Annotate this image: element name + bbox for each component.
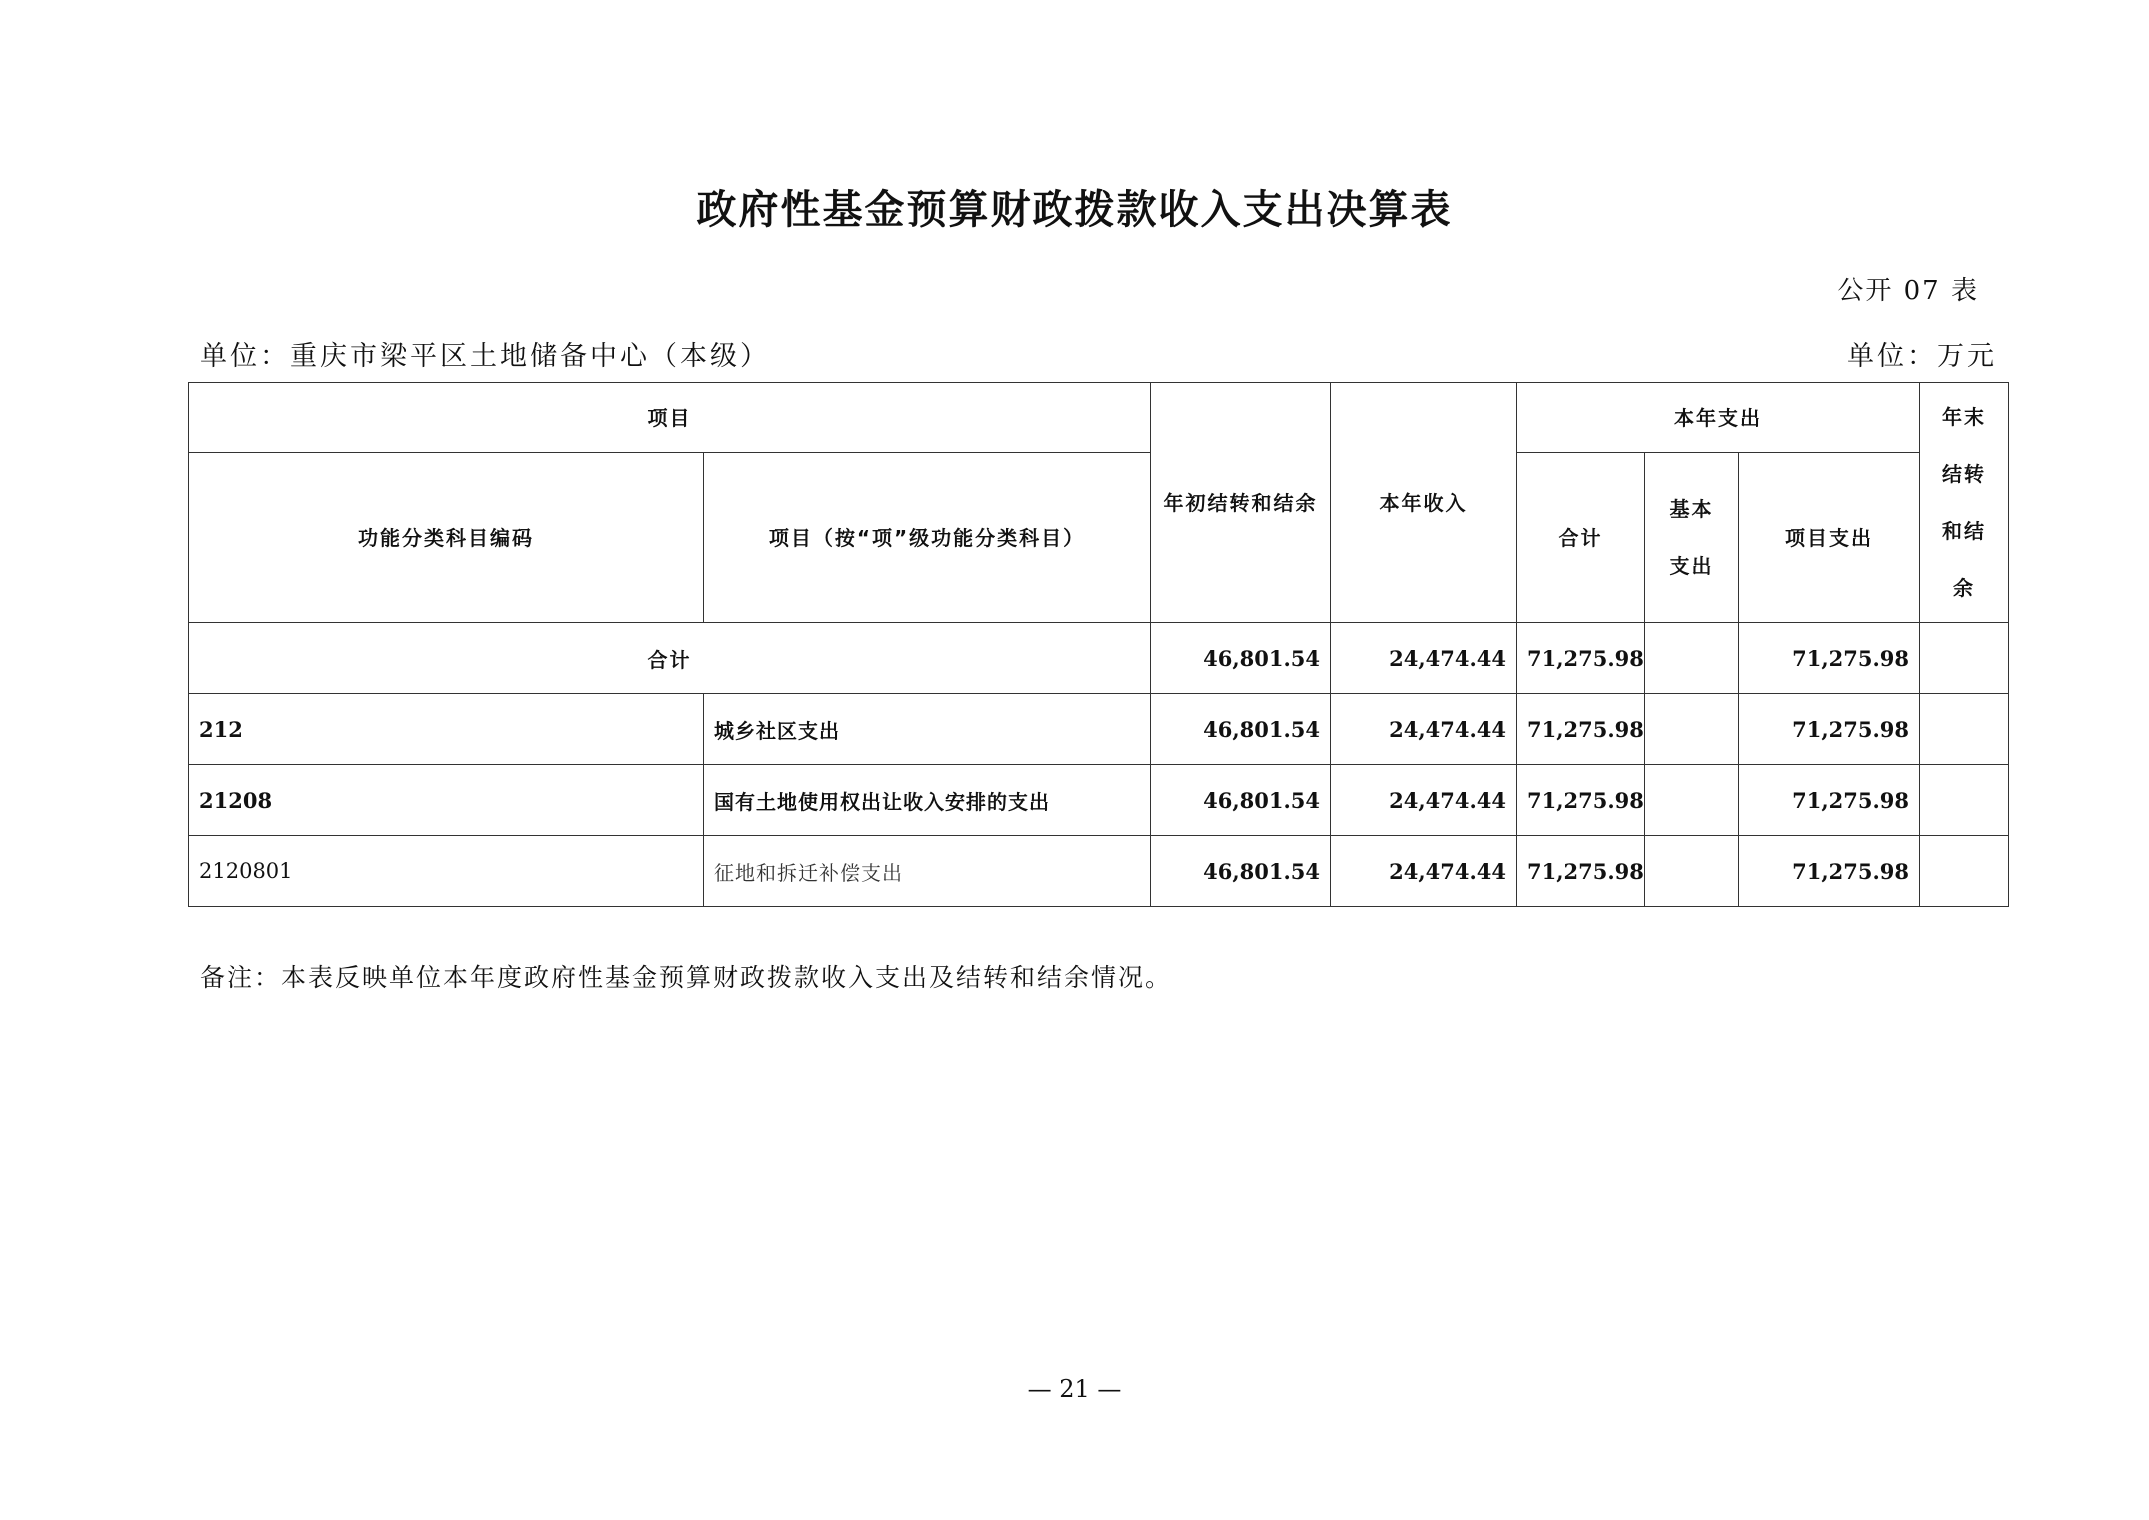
row-exp-basic xyxy=(1645,836,1739,907)
row-exp-project: 71,275.98 xyxy=(1739,836,1920,907)
total-exp-total: 71,275.98 xyxy=(1517,623,1645,694)
header-code: 功能分类科目编码 xyxy=(189,453,704,623)
row-closing-balance xyxy=(1920,694,2009,765)
row-code: 2120801 xyxy=(189,836,704,907)
row-exp-total: 71,275.98 xyxy=(1517,765,1645,836)
table-row xyxy=(189,765,2009,836)
footnote: 备注：本表反映单位本年度政府性基金预算财政拨款收入支出及结转和结余情况。 xyxy=(200,963,1173,992)
total-label: 合计 xyxy=(189,623,1151,694)
row-closing-balance xyxy=(1920,836,2009,907)
row-opening-balance: 46,801.54 xyxy=(1151,765,1331,836)
row-exp-total: 71,275.98 xyxy=(1517,694,1645,765)
row-code: 212 xyxy=(189,694,704,765)
header-row-2 xyxy=(189,453,2009,623)
row-income: 24,474.44 xyxy=(1331,694,1517,765)
total-income: 24,474.44 xyxy=(1331,623,1517,694)
row-income: 24,474.44 xyxy=(1331,836,1517,907)
header-exp-total: 合计 xyxy=(1517,453,1645,623)
row-exp-project: 71,275.98 xyxy=(1739,765,1920,836)
row-exp-total: 71,275.98 xyxy=(1517,836,1645,907)
row-exp-basic xyxy=(1645,694,1739,765)
header-exp-basic-cell xyxy=(1645,453,1739,623)
row-name: 国有土地使用权出让收入安排的支出 xyxy=(704,765,1151,836)
reporting-unit: 单位：重庆市梁平区土地储备中心（本级） xyxy=(200,341,770,372)
row-income: 24,474.44 xyxy=(1331,765,1517,836)
table-row xyxy=(189,694,2009,765)
header-project: 项目 xyxy=(189,383,1151,453)
page-number: — 21 — xyxy=(1027,1375,1122,1403)
currency-unit: 单位：万元 xyxy=(1847,341,1997,372)
header-exp-project: 项目支出 xyxy=(1739,453,1920,623)
row-opening-balance: 46,801.54 xyxy=(1151,836,1331,907)
total-opening-balance: 46,801.54 xyxy=(1151,623,1331,694)
form-number: 公开 07 表 xyxy=(1837,276,1979,306)
total-exp-project: 71,275.98 xyxy=(1739,623,1920,694)
budget-table xyxy=(188,382,2009,907)
row-name: 城乡社区支出 xyxy=(704,694,1151,765)
header-opening-balance: 年初结转和结余 xyxy=(1151,383,1331,623)
total-row xyxy=(189,623,2009,694)
row-closing-balance xyxy=(1920,765,2009,836)
row-name: 征地和拆迁补偿支出 xyxy=(704,836,1151,907)
row-opening-balance: 46,801.54 xyxy=(1151,694,1331,765)
header-exp-basic: 基本支出 xyxy=(1669,496,1714,578)
header-closing-balance: 年末结转和结余 xyxy=(1942,404,1987,600)
total-closing-balance xyxy=(1920,623,2009,694)
row-exp-basic xyxy=(1645,765,1739,836)
page-title: 政府性基金预算财政拨款收入支出决算表 xyxy=(696,187,1453,233)
total-exp-basic xyxy=(1645,623,1739,694)
header-income: 本年收入 xyxy=(1331,383,1517,623)
row-exp-project: 71,275.98 xyxy=(1739,694,1920,765)
header-row-1 xyxy=(189,383,2009,453)
row-code: 21208 xyxy=(189,765,704,836)
header-item: 项目（按“项”级功能分类科目） xyxy=(704,453,1151,623)
header-closing-balance-cell xyxy=(1920,383,2009,623)
header-expenditure: 本年支出 xyxy=(1517,383,1920,453)
table-row xyxy=(189,836,2009,907)
